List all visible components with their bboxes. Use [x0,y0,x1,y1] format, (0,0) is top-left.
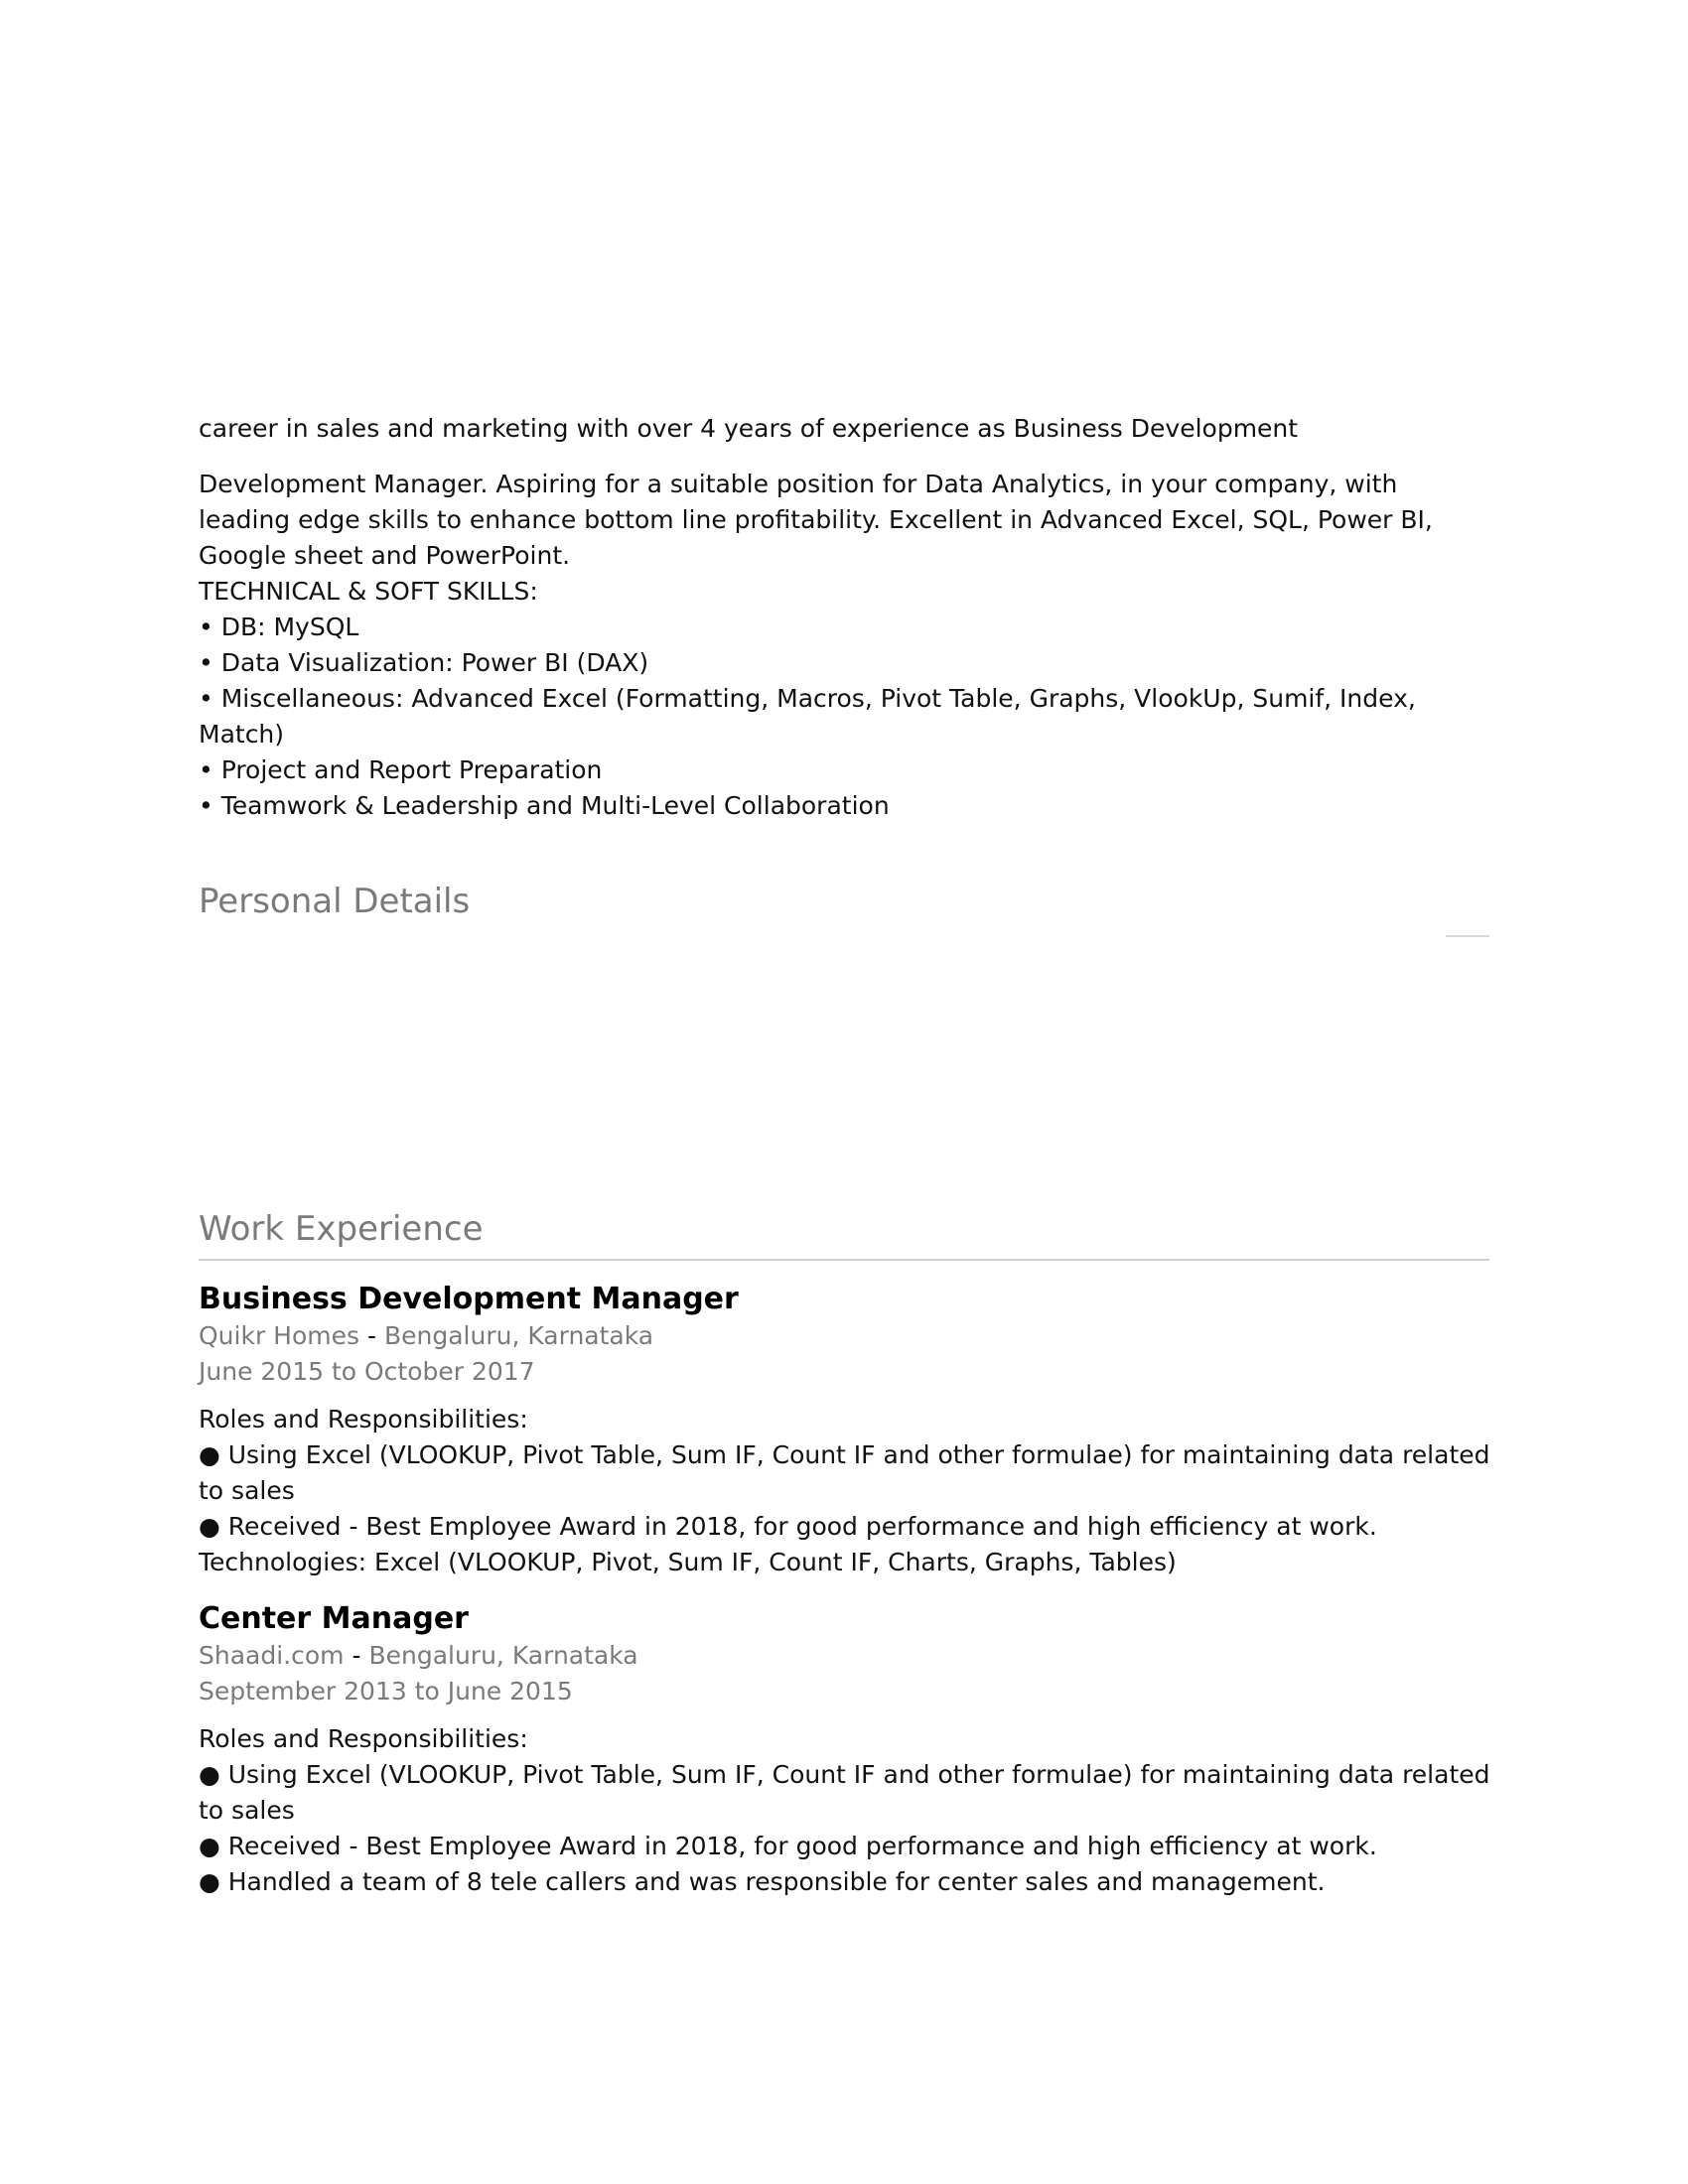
job-location: Bengaluru, Karnataka [383,1321,654,1350]
personal-details-divider [1446,935,1489,937]
job-dates: June 2015 to October 2017 [199,1357,535,1386]
job-line: Roles and Responsibilities: [199,1724,528,1753]
skill-item-continuation: Match) [199,720,285,749]
skills-heading: TECHNICAL & SOFT SKILLS: [199,577,538,606]
skill-item: • Project and Report Preparation [199,755,603,784]
job-line: Roles and Responsibilities: [199,1405,528,1433]
personal-details-heading: Personal Details [199,882,471,921]
job-line: to sales [199,1476,295,1505]
job-line: to sales [199,1796,295,1825]
clipped-summary-text: career in sales and marketing with over 4 years of experience as Business Development [199,414,1299,443]
job-entry [199,1281,1489,1580]
job-line: ● Received - Best Employee Award in 2018, for good performance and high efficiency at work. [199,1512,1377,1541]
skill-item: • Data Visualization: Power BI (DAX) [199,648,649,677]
job-line: ● Handled a team of 8 tele callers and was responsible for center sales and management. [199,1867,1326,1896]
job-company-location [199,1318,1489,1354]
job-line: Technologies: Excel (VLOOKUP, Pivot, Sum IF, Count IF, Charts, Graphs, Tables) [199,1548,1177,1576]
skill-item: • Miscellaneous: Advanced Excel (Formatting, Macros, Pivot Table, Graphs, VlookUp, Sumif, Index, [199,684,1416,713]
summary-line: leading edge skills to enhance bottom line profitability. Excellent in Advanced Excel, SQL, Power BI, [199,505,1433,534]
job-title: Business Development Manager [199,1282,739,1316]
job-title: Center Manager [199,1601,469,1636]
job-entry [199,1600,1489,1900]
work-experience-heading: Work Experience [199,1209,484,1249]
summary-line: Development Manager. Aspiring for a suitable position for Data Analytics, in your company, with [199,470,1398,498]
skill-item: • DB: MySQL [199,613,359,641]
job-separator: - [352,1641,361,1670]
summary-line: Google sheet and PowerPoint. [199,541,571,570]
clipped-summary-line [199,414,1489,463]
work-experience-divider [199,1259,1489,1261]
job-dates: September 2013 to June 2015 [199,1677,573,1706]
job-line: ● Received - Best Employee Award in 2018, for good performance and high efficiency at work. [199,1832,1377,1860]
summary-block [199,467,1489,824]
job-company: Shaadi.com [199,1641,345,1670]
job-location: Bengaluru, Karnataka [368,1641,638,1670]
skill-item: • Teamwork & Leadership and Multi-Level Collaboration [199,791,890,820]
job-line: ● Using Excel (VLOOKUP, Pivot Table, Sum IF, Count IF and other formulae) for maintaining data related [199,1760,1490,1789]
job-company-location [199,1638,1489,1674]
job-separator: - [366,1321,377,1350]
job-line: ● Using Excel (VLOOKUP, Pivot Table, Sum IF, Count IF and other formulae) for maintaining data related [199,1440,1490,1469]
job-company: Quikr Homes [199,1321,360,1350]
